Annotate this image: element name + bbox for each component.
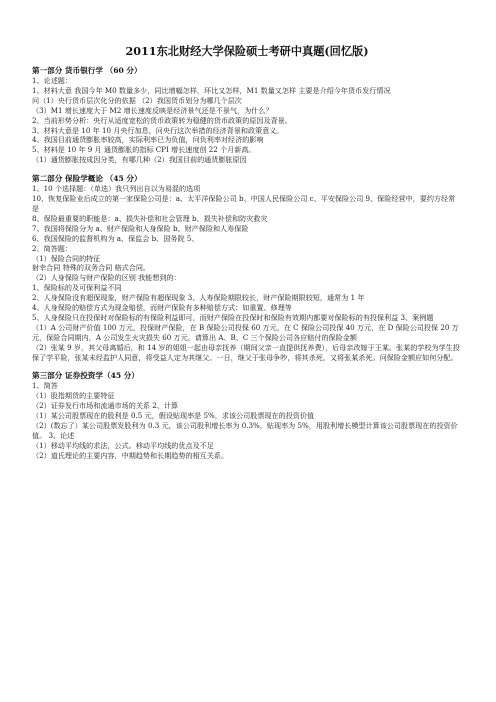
section-part3 xyxy=(32,371,462,460)
paragraph-line: （1）保险合同的特征 xyxy=(32,253,101,263)
paragraph-line: （2）张某 9 岁，其父母离婚后，和 14 岁的姐姐一起由母亲抚养（期间父亲一直提供抚养费），后母亲改嫁于王某。张某的学校为学生投保了学平险，张某未经监护人同意，将受益人定为其继父。一日，继父于张母争吵，将其杀死，又将张某杀死。问保险金额应如何分配。 xyxy=(32,342,460,362)
part1-body xyxy=(32,76,462,165)
paragraph-line: 1、保险标的及可保利益不同 xyxy=(32,283,122,293)
paragraph-line: （2）人身保险与财产保险的区别 我能想到的： xyxy=(32,273,181,283)
paragraph-line: 3、材料大意是 10 年 10 月央行加息，问央行这次举措的经济背景和政策意义。 xyxy=(32,125,284,135)
paragraph-line: （1）股指期货的主要特征 xyxy=(32,391,115,401)
paragraph-line: （2）道氏理论的主要内容，中期趋势和长期趋势的相互关系。 xyxy=(32,450,229,460)
section-heading-part2: 第二部分 保险学概论 （45 分） xyxy=(32,174,142,184)
paragraph-line: （2）(数忘了）某公司股票发股利为 0.3 元，该公司股利增长率为 0.3%，贴现率为 5%，用股利增长模型计算该公司股票现在的投资价值。 3、论述 xyxy=(32,421,458,440)
paragraph-line: （1）通货膨胀按成因分类，有哪几种（2）我国目前的通货膨胀原因 xyxy=(32,155,247,165)
part2-body xyxy=(32,184,462,362)
paragraph-line: 8、保险最重要的职能是：a、损失补偿和社会管理 b、损失补偿和防灾救灾 xyxy=(32,213,268,223)
paragraph-line: 2、人身保险没有超保现象，财产保险有超保现象 3、人寿保险期限较长，财产保险期限较短，通常为 1 年 xyxy=(32,293,365,303)
paragraph-line: 1、简答 xyxy=(32,381,58,391)
section-part2 xyxy=(32,174,462,362)
paragraph-line: （3）M1 增长速度大于 M2 增长速度反映是经济景气还是不景气，为什么？ xyxy=(32,105,273,115)
paragraph-line: 4、人身保险的赔偿方式为现金赔偿，而财产保险有多种赔偿方式：如重置、修理等 xyxy=(32,303,292,313)
part3-body xyxy=(32,381,462,460)
paragraph-line: 5、人身保险只在投保时对保险标的有保险利益即可，而财产保险在投保时和保险有效期内都要对保险标的有投保利益 3、案例题 xyxy=(32,312,434,322)
paragraph-line: 5、材料是 10 年 9 月 通货膨胀的指标 CPI 增长速度创 22 个月新高。 xyxy=(32,145,256,155)
paragraph-line: （1）移动平均线的求法，公式。移动平均线的优点及不足 xyxy=(32,440,214,450)
paragraph-line: （1）某公司股票现在的股利是 0.5 元，假设贴现率是 5%，求该公司股票现在的投资价值 xyxy=(32,411,315,421)
paragraph-line: 7、我国将保险分为 a、财产保险和人身保险 b、财产保险和人寿保险 xyxy=(32,223,249,233)
paragraph-line: 1、材料大意 我国今年 M0 数量多少，同比增幅怎样，环比又怎样，M1 数量又怎样 主要是介绍今年货币发行情况 xyxy=(32,85,391,95)
paragraph-line: 1、论述题： xyxy=(32,76,72,85)
document-title: 2011东北财经大学保险硕士考研中真题(回忆版) xyxy=(125,44,369,58)
paragraph-line: 10、恢复保险业后成立的第一家保险公司是：a、太平洋保险公司 b、中国人民保险公司 c、平安保险公司 9、保险经营中，要约方经常是 xyxy=(32,194,456,213)
section-heading-part3: 第三部分 证券投资学（45 分） xyxy=(32,371,139,381)
paragraph-line: （1）A 公司财产价值 100 万元，投保财产保险，在 B 保险公司投保 60 万元，在 C 保险公司投保 40 万元，在 D 保险公司投保 20 万元，保险合同期内，A 公司发生火灾损失 60 万元，请算出 A、B、C 三个保险公司各应赔付的保险金额 xyxy=(32,322,459,342)
paragraph-line: 问（1）央行货币层次化分的依据 （2）我国货币划分为哪几个层次 xyxy=(32,95,242,105)
paragraph-line: （2）证券发行市场和流通市场的关系 2、计算 xyxy=(32,401,179,411)
paragraph-line: 1、10 个选择题：（单选）我只列出自以为易混的选项 xyxy=(32,184,201,194)
paragraph-line: 射幸合同 特殊的双务合同 格式合同。 xyxy=(32,263,151,273)
paragraph-line: 2、当前形势分析：央行从适度宽松的货币政策转为稳健的货币政策的原因及背景。 xyxy=(32,115,292,125)
paragraph-line: 2、简答题： xyxy=(32,243,72,253)
section-heading-part1: 第一部分 货币银行学 （60 分） xyxy=(32,66,142,75)
paragraph-line: 6、我国保险的监督机构为 a、保监会 b、国务院 5、 xyxy=(32,233,199,243)
paragraph-line: 4、我国目前通货膨胀率较高，实际利率已为负值，问负利率对经济的影响 xyxy=(32,135,264,145)
section-part1 xyxy=(32,66,462,165)
section-gap xyxy=(32,165,462,174)
